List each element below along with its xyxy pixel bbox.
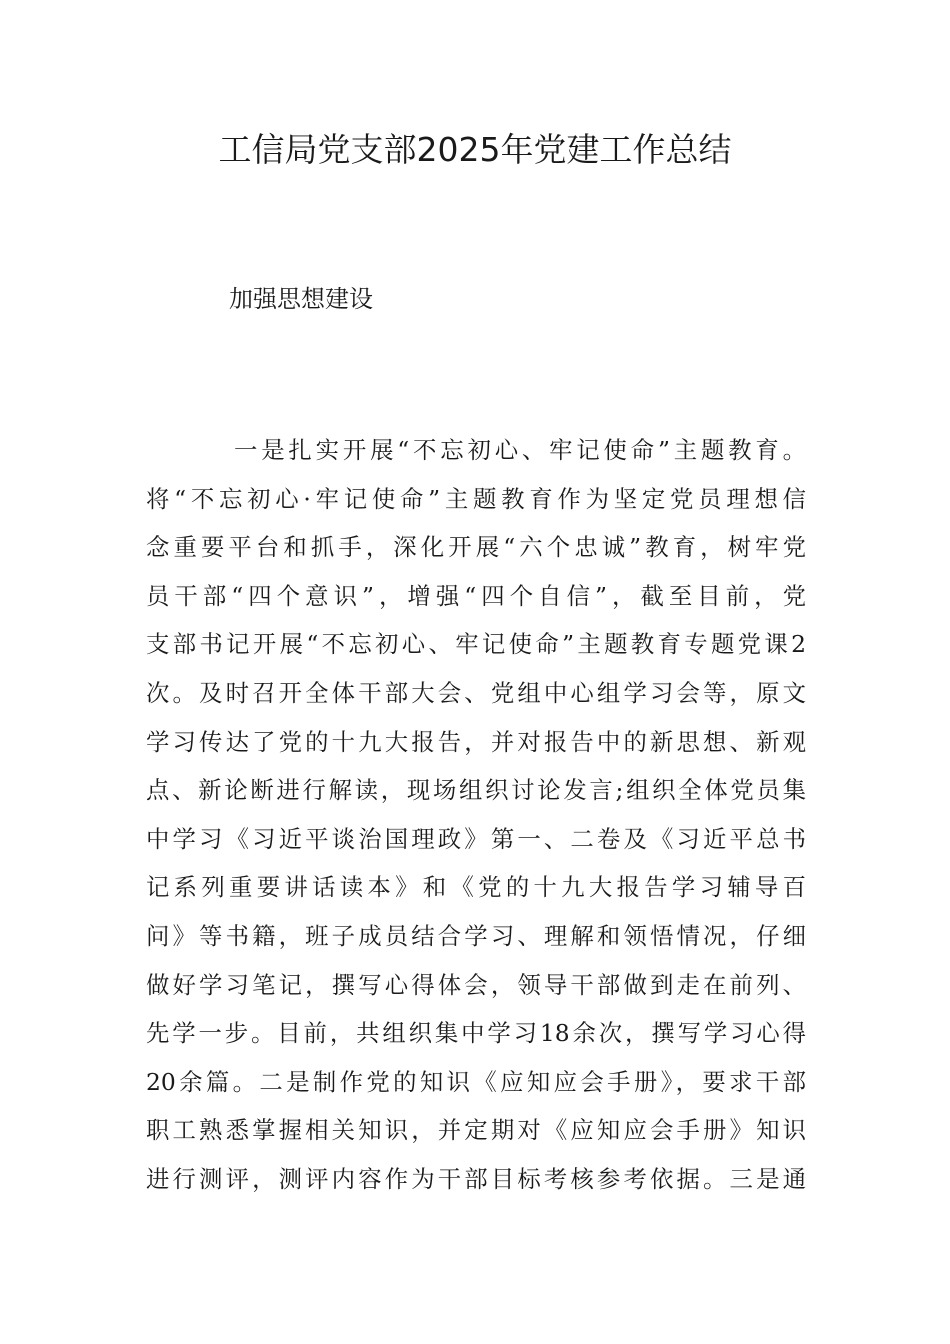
body-paragraph (146, 426, 806, 1204)
section-heading: 加强思想建设 (229, 285, 373, 313)
paragraph-line: 次。及时召开全体干部大会、党组中心组学习会等，原文 (146, 678, 806, 707)
paragraph-line: 学习传达了党的十九大报告，并对报告中的新思想、新观 (146, 727, 806, 756)
paragraph-line: 念重要平台和抓手，深化开展“六个忠诚”教育，树牢党 (146, 533, 806, 562)
paragraph-line: 做好学习笔记，撰写心得体会，领导干部做到走在前列、 (146, 970, 806, 999)
paragraph-line: 一是扎实开展“不忘初心、牢记使命”主题教育。 (234, 436, 806, 464)
paragraph-line: 记系列重要讲话读本》和《党的十九大报告学习辅导百 (146, 873, 806, 902)
paragraph-line: 问》等书籍，班子成员结合学习、理解和领悟情况，仔细 (146, 921, 806, 950)
paragraph-line: 先学一步。目前，共组织集中学习18余次，撰写学习心得 (146, 1019, 806, 1048)
document-title: 工信局党支部2025年党建工作总结 (218, 130, 732, 169)
paragraph-line: 中学习《习近平谈治国理政》第一、二卷及《习近平总书 (146, 824, 806, 853)
paragraph-line: 20余篇。二是制作党的知识《应知应会手册》，要求干部 (146, 1067, 806, 1096)
paragraph-line: 进行测评，测评内容作为干部目标考核参考依据。三是通 (146, 1164, 806, 1193)
paragraph-line: 点、新论断进行解读，现场组织讨论发言;组织全体党员集 (146, 776, 806, 805)
paragraph-line: 将“不忘初心·牢记使命”主题教育作为坚定党员理想信 (146, 484, 806, 513)
paragraph-line: 员干部“四个意识”，增强“四个自信”，截至目前，党 (146, 581, 806, 610)
paragraph-line: 职工熟悉掌握相关知识，并定期对《应知应会手册》知识 (146, 1116, 806, 1145)
paragraph-line: 支部书记开展“不忘初心、牢记使命”主题教育专题党课2 (146, 630, 806, 659)
